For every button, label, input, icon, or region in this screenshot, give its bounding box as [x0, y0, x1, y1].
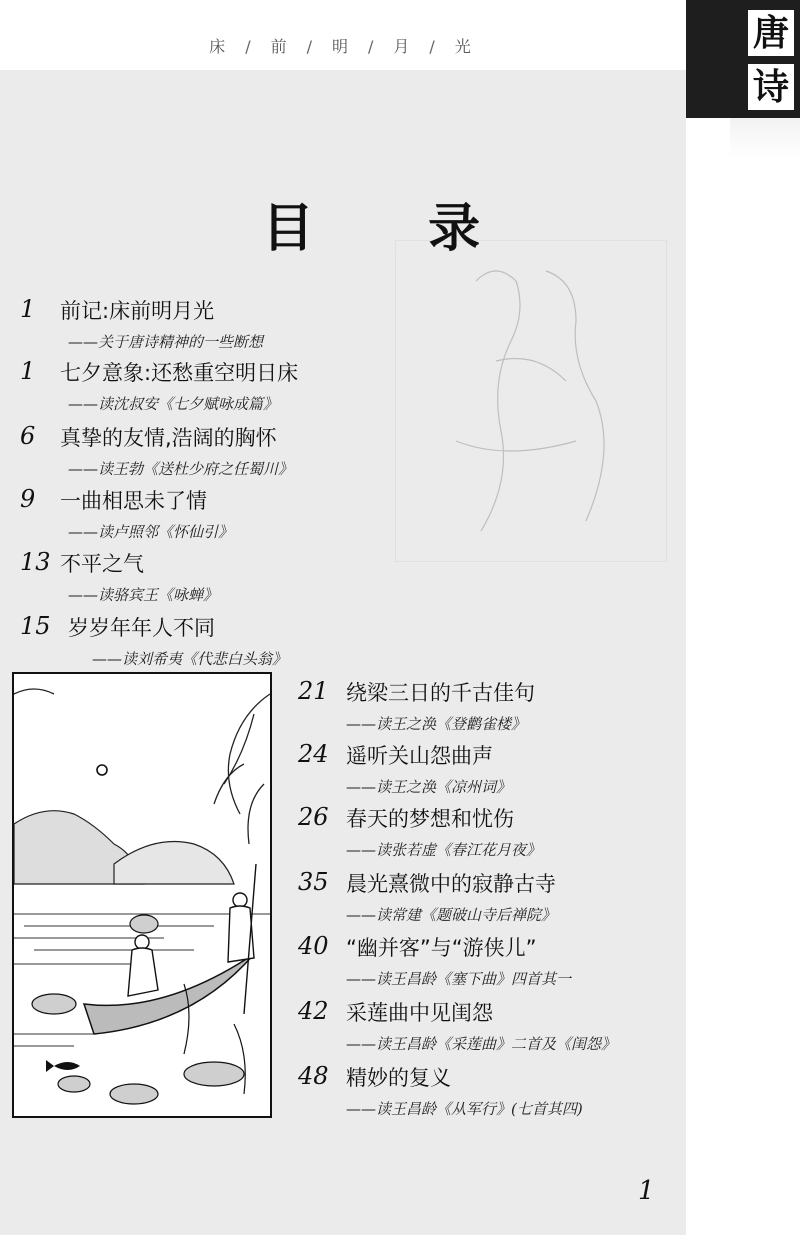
toc-subtitle: ——读张若虚《春江花月夜》	[346, 841, 542, 859]
page-number: 1	[638, 1176, 655, 1206]
toc-title: “幽并客”与“游侠儿”	[346, 936, 537, 960]
toc-page-number: 48	[298, 1062, 329, 1090]
header-char: 床	[209, 37, 232, 56]
toc-page-number: 1	[20, 295, 36, 323]
toc-title: 岁岁年年人不同	[68, 616, 215, 640]
toc-title: 前记:床前明月光	[60, 299, 215, 323]
toc-page-number: 24	[298, 740, 329, 768]
header-char: 明	[331, 37, 354, 56]
toc-title: 不平之气	[60, 552, 144, 576]
toc-title: 晨光熹微中的寂静古寺	[346, 872, 556, 896]
toc-subtitle: ——读骆宾王《咏蝉》	[68, 586, 219, 604]
toc-title: 精妙的复义	[346, 1066, 451, 1090]
toc-title: 七夕意象:还愁重空明日床	[60, 361, 299, 385]
tab-char: 诗	[748, 64, 794, 110]
toc-subtitle: ——读王之涣《登鹳雀楼》	[346, 715, 527, 733]
toc-subtitle: ——读常建《题破山寺后禅院》	[346, 906, 557, 924]
toc-page-number: 9	[20, 485, 36, 513]
toc-page-number: 42	[298, 997, 329, 1025]
header-separator: /	[429, 37, 441, 56]
toc-subtitle: ——读沈叔安《七夕赋咏成篇》	[68, 395, 279, 413]
toc-subtitle: ——关于唐诗精神的一些断想	[68, 333, 264, 351]
page-title: 目 录	[262, 198, 529, 259]
toc-subtitle: ——读王昌龄《从军行》(七首其四)	[346, 1100, 583, 1118]
toc-title: 采莲曲中见闺怨	[346, 1001, 493, 1025]
header-separator: /	[368, 37, 380, 56]
toc-subtitle: ——读王昌龄《塞下曲》四首其一	[346, 970, 572, 988]
toc-title: 遥听关山怨曲声	[346, 744, 493, 768]
toc-page-number: 1	[20, 357, 36, 385]
toc-subtitle: ——读王昌龄《采莲曲》二首及《闺怨》	[346, 1035, 617, 1053]
toc-page-number: 40	[298, 932, 329, 960]
tab-char: 唐	[748, 10, 794, 56]
header-char: 光	[454, 37, 477, 56]
toc-title: 绕梁三日的千古佳句	[346, 681, 535, 705]
toc-page-number: 15	[20, 612, 51, 640]
toc-title: 真挚的友情,浩阔的胸怀	[60, 426, 277, 450]
toc-subtitle: ——读刘希夷《代悲白头翁》	[92, 650, 288, 668]
toc-subtitle: ——读王勃《送杜少府之任蜀川》	[68, 460, 294, 478]
header-separator: /	[245, 37, 257, 56]
woodcut-illustration	[12, 672, 272, 1118]
section-tab	[686, 0, 800, 118]
toc-title: 春天的梦想和忧伤	[346, 807, 514, 831]
toc-title: 一曲相思未了情	[60, 489, 207, 513]
toc-page-number: 6	[20, 422, 36, 450]
toc-subtitle: ——读王之涣《凉州词》	[346, 778, 512, 796]
toc-page-number: 21	[298, 677, 329, 705]
toc-page-number: 26	[298, 803, 329, 831]
toc-subtitle: ——读卢照邻《怀仙引》	[68, 523, 234, 541]
toc-page-number: 35	[298, 868, 329, 896]
header-separator: /	[306, 37, 318, 56]
header-char: 前	[270, 37, 293, 56]
header-char: 月	[393, 37, 416, 56]
toc-page-number: 13	[20, 548, 51, 576]
show-through-illustration	[395, 240, 667, 562]
running-header	[0, 34, 686, 57]
tab-shadow	[730, 118, 800, 158]
